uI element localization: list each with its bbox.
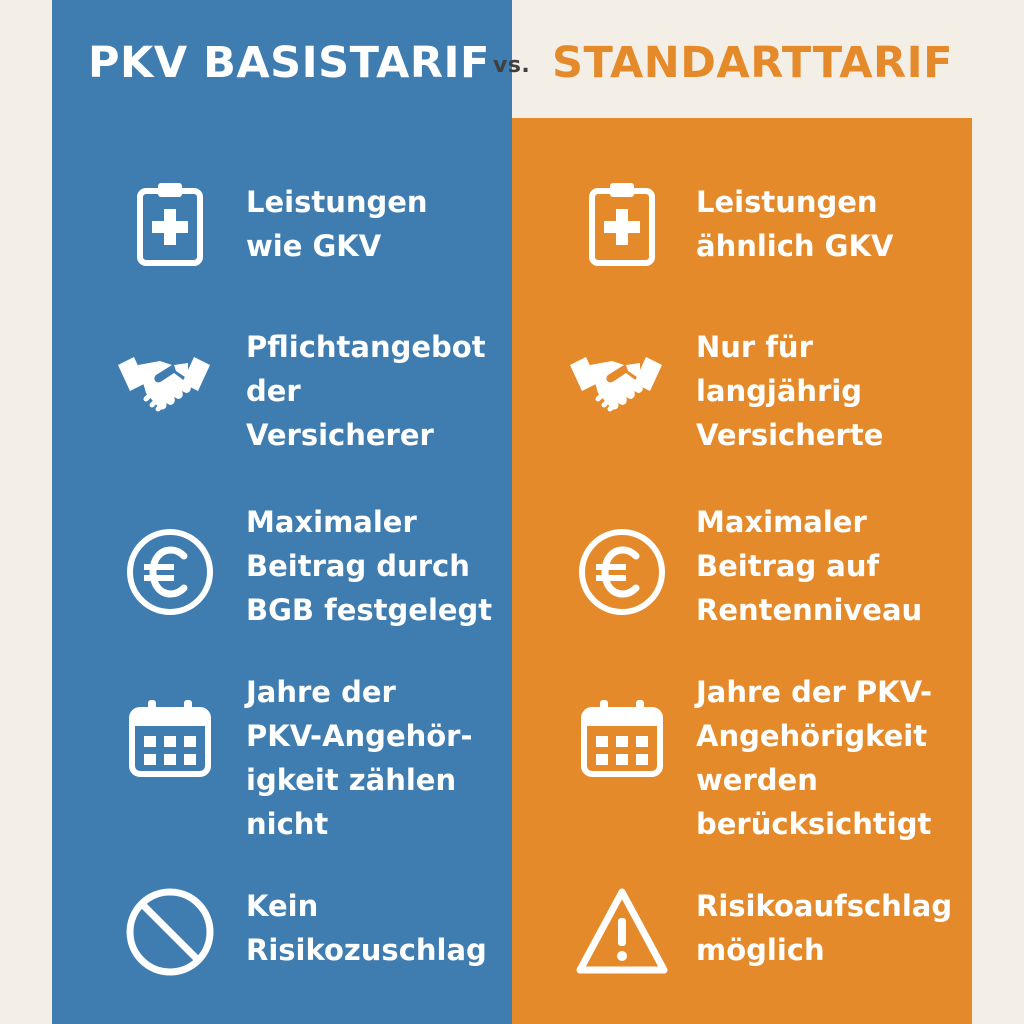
calendar-icon (574, 690, 670, 786)
clipboard-cross-icon (122, 175, 218, 271)
handshake-icon (116, 335, 212, 431)
clipboard-cross-icon (574, 175, 670, 271)
title-standardtarif: STANDARTTARIF (552, 38, 953, 88)
warning-icon (574, 884, 670, 980)
euro-icon (574, 524, 670, 620)
basistarif-text-5: Kein Risikozuschlag (246, 889, 487, 967)
calendar-icon (122, 690, 218, 786)
basistarif-text-2: Pflichtangebot der Versicherer (246, 330, 486, 452)
standardtarif-text-3: Maximaler Beitrag auf Rentenniveau (696, 505, 923, 627)
standardtarif-text-1: Leistungen ähnlich GKV (696, 185, 894, 263)
basistarif-text-4: Jahre der PKV-Angehör- igkeit zählen nicht (246, 675, 473, 841)
title-vs: vs. (493, 53, 531, 78)
prohibited-icon (122, 884, 218, 980)
page-title (0, 28, 1024, 98)
euro-icon (122, 524, 218, 620)
standardtarif-text-2: Nur für langjährig Versicherte (696, 330, 884, 452)
title-basistarif: PKV BASISTARIF (88, 38, 490, 88)
standardtarif-text-4: Jahre der PKV- Angehörigkeit werden berücksichtigt (696, 675, 932, 841)
basistarif-text-1: Leistungen wie GKV (246, 185, 428, 263)
basistarif-text-3: Maximaler Beitrag durch BGB festgelegt (246, 505, 493, 627)
handshake-icon (568, 335, 664, 431)
standardtarif-text-5: Risikoaufschlag möglich (696, 889, 953, 967)
